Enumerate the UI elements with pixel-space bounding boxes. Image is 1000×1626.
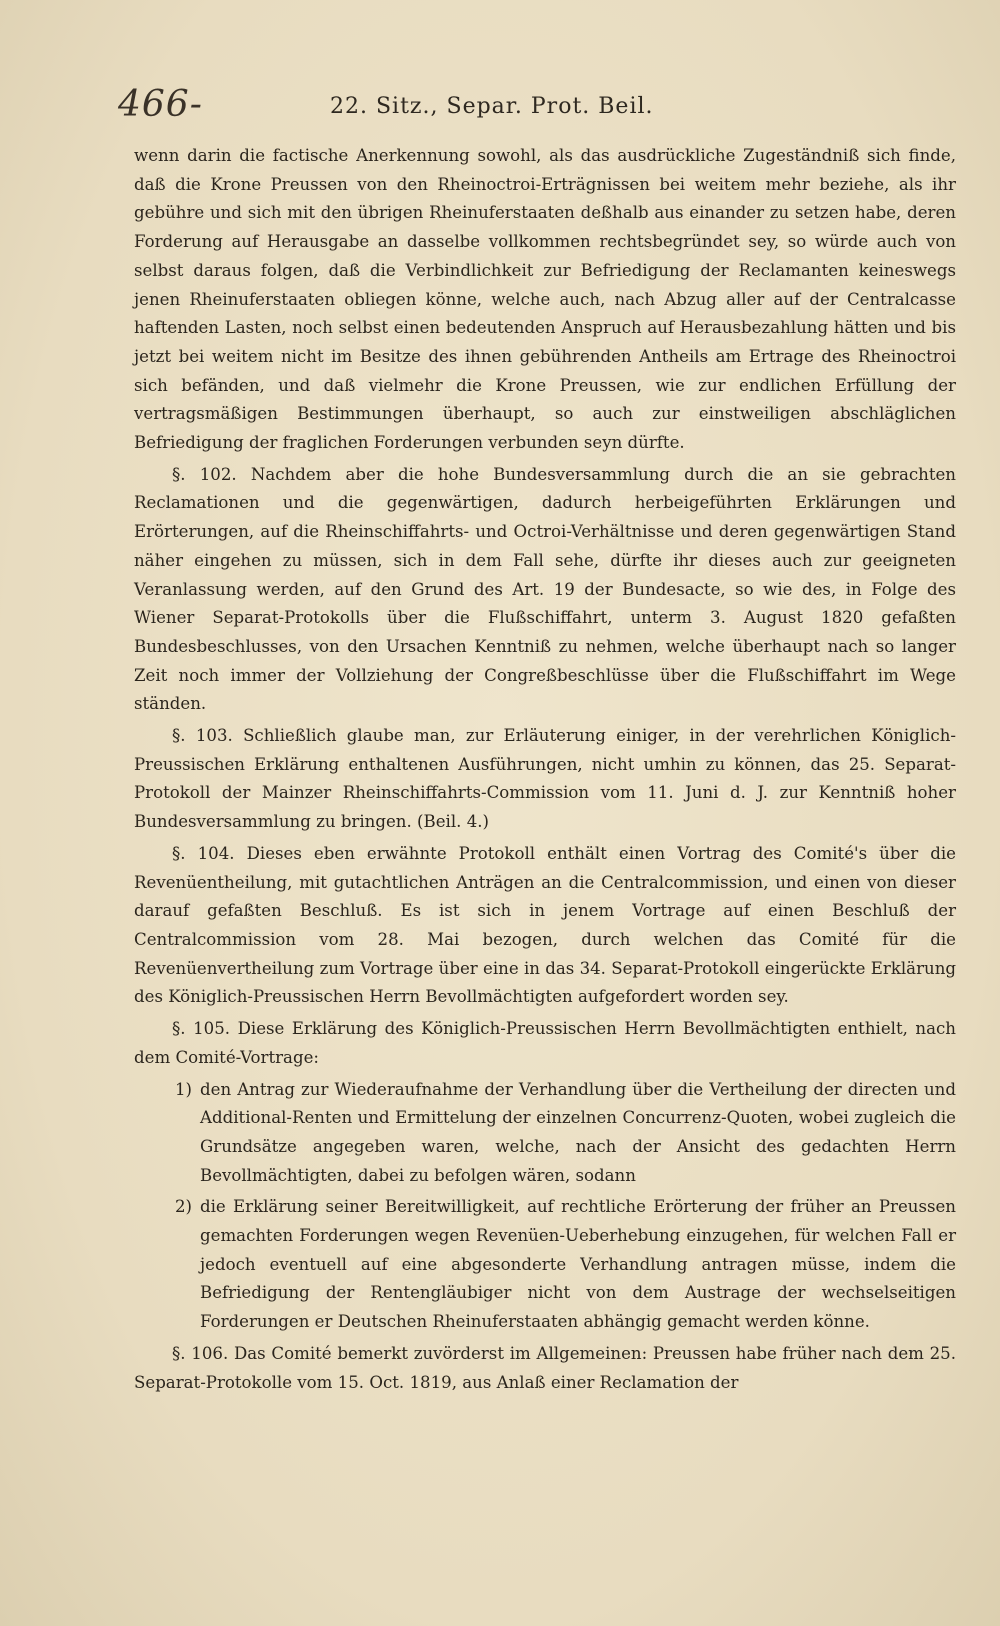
running-header: 22. Sitz., Separ. Prot. Beil. bbox=[330, 94, 654, 119]
body-text bbox=[134, 142, 956, 1397]
section-105: §. 105. Diese Erklärung des Königlich-Preussischen Herrn Bevollmächtigten enthielt, nach dem Comité-Vortrage: bbox=[134, 1019, 956, 1067]
section-106: §. 106. Das Comité bemerkt zuvörderst im Allgemeinen: Preussen habe früher nach dem 25. Separat-Protokolle vom 15. Oct. 1819, aus Anlaß einer Reclamation der bbox=[134, 1343, 956, 1392]
paragraph-continuation: wenn darin die factische Anerkennung sowohl, als das ausdrückliche Zugeständniß sich finde, daß die Krone Preussen von den Rheinoctroi-Erträgnissen bei weitem mehr beziehe, als ihr gebühre und sich mit den übrigen Rheinuferstaaten deßhalb aus einander zu setzen habe, deren Forderung auf Herausgabe an dasselbe vollkommen rechtsbegründet sey, so würde auch von selbst daraus folgen, daß die Verbindlichkeit zur Befriedigung der Reclamanten keineswegs jenen Rheinuferstaaten obliegen könne, welche auch, nach Abzug aller auf der Centralcasse haftenden Lasten, noch selbst einen bedeutenden Anspruch auf Herausbezahlung hätten und bis jetzt bei weitem nicht im Besitze des ihnen gebührenden Antheils am Ertrage des Rheinoctroi sich befänden, und daß vielmehr die Krone Preussen, wie zur endlichen Erfüllung der vertragsmäßigen Bestimmungen überhaupt, so auch zur einstweiligen abschläglichen Befriedigung der fraglichen Forderungen verbunden seyn dürfte. bbox=[134, 146, 956, 453]
section-102: §. 102. Nachdem aber die hohe Bundesversammlung durch die an sie gebrachten Reclamationen und die gegenwärtigen, dadurch herbeigeführten Erklärungen und Erörterungen, auf die Rheinschiffahrts- und Octroi-Verhältnisse und deren gegenwärtigen Stand näher eingehen zu müssen, sich in dem Fall sehe, dürfte ihr dieses auch zur geeigneten Veranlassung werden, auf den Grund des Art. 19 der Bundesacte, so wie des, in Folge des Wiener Separat-Protokolls über die Flußschiffahrt, unterm 3. August 1820 gefaßten Bundesbeschlusses, von den Ursachen Kenntniß zu nehmen, welche überhaupt nach so langer Zeit noch immer der Vollziehung der Congreßbeschlüsse über die Flußschiffahrt im Wege ständen. bbox=[134, 464, 956, 714]
list-item-number: 2) bbox=[174, 1197, 192, 1217]
list-item-text: die Erklärung seiner Bereitwilligkeit, auf rechtliche Erörterung der früher an Preussen gemachten Forderungen wegen Revenüen-Ueberhebung einzugehen, für welchen Fall er jedoch eventuell auf eine abgesonderte Verhandlung antragen müsse, indem die Befriedigung der Rentengläubiger nicht von dem Austrage der wechselseitigen Forderungen er Deutschen Rheinuferstaaten abhängig gemacht werden könne. bbox=[200, 1197, 956, 1332]
section-103: §. 103. Schließlich glaube man, zur Erläuterung einiger, in der verehrlichen Königlich-Preussischen Erklärung enthaltenen Ausführungen, nicht umhin zu können, das 25. Separat-Protokoll der Mainzer Rheinschiffahrts-Commission vom 11. Juni d. J. zur Kenntniß hoher Bundesversammlung zu bringen. (Beil. 4.) bbox=[134, 726, 956, 832]
list-item-1 bbox=[134, 1076, 956, 1191]
list-item-2 bbox=[134, 1193, 956, 1337]
list-item-text: den Antrag zur Wiederaufnahme der Verhandlung über die Vertheilung der directen und Additional-Renten und Ermittelung der einzelnen Concurrenz-Quoten, wobei zugleich die Grundsätze angegeben waren, welche, nach der Ansicht des gedachten Herrn Bevollmächtigten, dabei zu befolgen wären, sodann bbox=[200, 1079, 956, 1185]
section-104: §. 104. Dieses eben erwähnte Protokoll enthält einen Vortrag des Comité's über die Revenüentheilung, mit gutachtlichen Anträgen an die Centralcommission, und einen von dieser darauf gefaßten Beschluß. Es ist sich in jenem Vortrage auf einen Beschluß der Centralcommission vom 28. Mai bezogen, durch welchen das Comité für die Revenüenvertheilung zum Vortrage über eine in das 34. Separat-Protokoll eingerückte Erklärung des Königlich-Preussischen Herrn Bevollmächtigten aufgefordert worden sey. bbox=[134, 843, 956, 1007]
handwritten-page-number: 466- bbox=[118, 84, 203, 125]
list-item-number: 1) bbox=[174, 1079, 192, 1099]
